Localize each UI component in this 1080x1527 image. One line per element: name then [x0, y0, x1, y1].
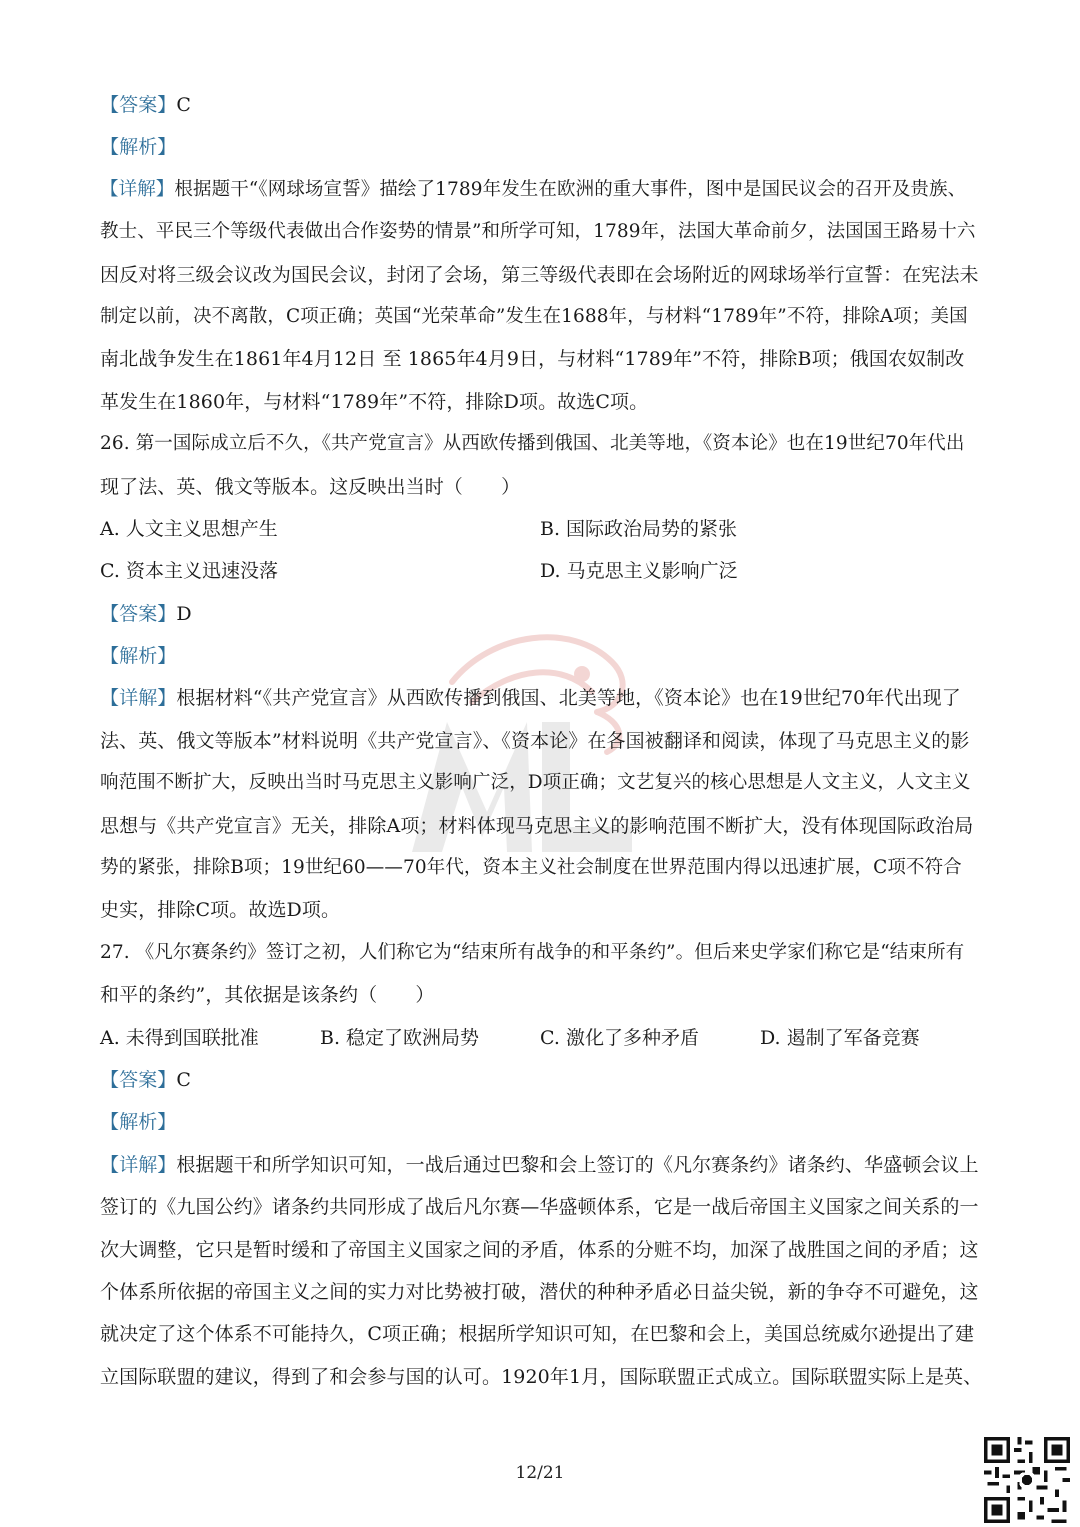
text-line: [100, 338, 984, 380]
options-row: [100, 1017, 984, 1059]
section-tag: 【答案】: [100, 602, 177, 625]
line-text: 根据题干和所学知识可知，一战后通过巴黎和会上签订的《凡尔赛条约》诸条约、华盛顿会议上: [176, 1153, 979, 1176]
section-tag: 【答案】: [100, 94, 177, 116]
text-line: [100, 762, 984, 804]
text-line: [100, 805, 984, 847]
options-row: [100, 508, 984, 550]
line-text: 次大调整，它只是暂时缓和了帝国主义国家之间的矛盾，体系的分赃不均，加深了战胜国之间的矛盾；这: [100, 1238, 979, 1261]
text-line: [100, 889, 984, 931]
line-text: 签订的《九国公约》诸条约共同形成了战后凡尔赛—华盛顿体系，它是一战后帝国主义国家之间关系的一: [100, 1196, 979, 1219]
section-line: [100, 1059, 984, 1101]
text-line: [100, 211, 984, 253]
line-text: 根据材料“《共产党宣言》从西欧传播到俄国、北美等地，《资本论》也在19世纪70年代出现了: [176, 687, 961, 710]
text-line: [100, 296, 984, 338]
text-line: [100, 720, 984, 762]
text-line: [100, 381, 984, 423]
answer-option: B. 国际政治局势的紧张: [540, 517, 738, 540]
section-line: [100, 169, 984, 211]
section-tag: 【详解】: [100, 178, 175, 200]
text-line: [100, 1229, 984, 1271]
line-text: 根据题干“《网球场宣誓》描绘了1789年发生在欧洲的重大事件，图中是国民议会的召开及贵族、: [174, 178, 967, 200]
answer-option: A. 未得到国联批准: [100, 1026, 259, 1049]
text-line: [100, 466, 984, 508]
line-text: 27. 《凡尔赛条约》签订之初，人们称它为“结束所有战争的和平条约”。但后来史学家们称它是“结束所有: [100, 941, 965, 963]
line-text: 制定以前，决不离散，C项正确；英国“光荣革命”发生在1688年，与材料“1789年”不符，排除A项；美国: [100, 305, 968, 327]
document-body: [100, 84, 984, 1398]
section-line: [100, 1144, 984, 1186]
line-text: C: [176, 94, 192, 116]
options-row: [100, 550, 984, 592]
line-text: 个体系所依据的帝国主义之间的实力对比势被打破，潜伏的种种矛盾必日益尖锐，新的争夺不可避免，这: [100, 1280, 979, 1303]
section-tag: 【答案】: [100, 1068, 177, 1091]
answer-option: D. 遏制了军备竞赛: [760, 1026, 920, 1049]
section-line: [100, 635, 984, 677]
section-tag: 【解析】: [100, 136, 177, 159]
line-text: 南北战争发生在1861年4月12日 至 1865年4月9日，与材料“1789年”不符，排除B项；俄国农奴制改: [100, 348, 965, 371]
answer-option: C. 激化了多种矛盾: [540, 1026, 699, 1049]
line-text: 现了法、英、俄文等版本。这反映出当时（ ）: [100, 475, 521, 498]
answer-option: B. 稳定了欧洲局势: [320, 1026, 480, 1049]
line-text: 革发生在1860年，与材料“1789年”不符，排除D项。故选C项。: [100, 390, 649, 413]
text-line: [100, 1271, 984, 1313]
section-line: [100, 84, 984, 126]
line-text: 因反对将三级会议改为国民会议，封闭了会场，第三等级代表即在会场附近的网球场举行宣誓：在宪法未: [100, 263, 979, 286]
text-line: [100, 932, 984, 974]
qr-code-icon[interactable]: [980, 1433, 1074, 1527]
line-text: 思想与《共产党宣言》无关，排除A项；材料体现马克思主义的影响范围不断扩大，没有体现国际政治局: [100, 814, 974, 837]
answer-option: C. 资本主义迅速没落: [100, 560, 278, 583]
section-line: [100, 677, 984, 719]
text-line: [100, 974, 984, 1016]
line-text: 立国际联盟的建议，得到了和会参与国的认可。1920年1月，国际联盟正式成立。国际联盟实际上是英、: [100, 1365, 983, 1388]
line-text: 势的紧张，排除B项；19世纪60——70年代，资本主义社会制度在世界范围内得以迅速扩展，C项不符合: [100, 857, 962, 879]
line-text: 和平的条约”，其依据是该条约（ ）: [100, 984, 435, 1007]
answer-option: A. 人文主义思想产生: [100, 517, 278, 540]
line-text: C: [176, 1068, 192, 1091]
section-line: [100, 126, 984, 168]
section-line: [100, 593, 984, 635]
text-line: [100, 847, 984, 889]
text-line: [100, 1186, 984, 1228]
page-number: 12/21: [515, 1463, 565, 1483]
text-line: [100, 1356, 984, 1398]
section-tag: 【解析】: [100, 645, 177, 668]
section-line: [100, 1101, 984, 1143]
line-text: 法、英、俄文等版本”材料说明《共产党宣言》、《资本论》在各国被翻译和阅读，体现了马克思主义的影: [100, 729, 970, 752]
line-text: 史实，排除C项。故选D项。: [100, 899, 341, 922]
line-text: D: [176, 602, 192, 625]
text-line: [100, 423, 984, 465]
section-tag: 【详解】: [100, 1153, 177, 1176]
line-text: 教士、平民三个等级代表做出合作姿势的情景”和所学可知，1789年，法国大革命前夕，法国国王路易十六: [100, 221, 976, 243]
line-text: 26. 第一国际成立后不久，《共产党宣言》从西欧传播到俄国、北美等地，《资本论》也在19世纪70年代出: [100, 433, 965, 455]
text-line: [100, 254, 984, 296]
text-line: [100, 1313, 984, 1355]
line-text: 响范围不断扩大，反映出当时马克思主义影响广泛，D项正确；文艺复兴的核心思想是人文主义，人文主义: [100, 772, 971, 794]
section-tag: 【解析】: [100, 1111, 177, 1134]
section-tag: 【详解】: [100, 687, 177, 710]
line-text: 就决定了这个体系不可能持久，C项正确；根据所学知识可知，在巴黎和会上，美国总统威尔逊提出了建: [100, 1323, 975, 1346]
answer-option: D. 马克思主义影响广泛: [540, 560, 738, 583]
